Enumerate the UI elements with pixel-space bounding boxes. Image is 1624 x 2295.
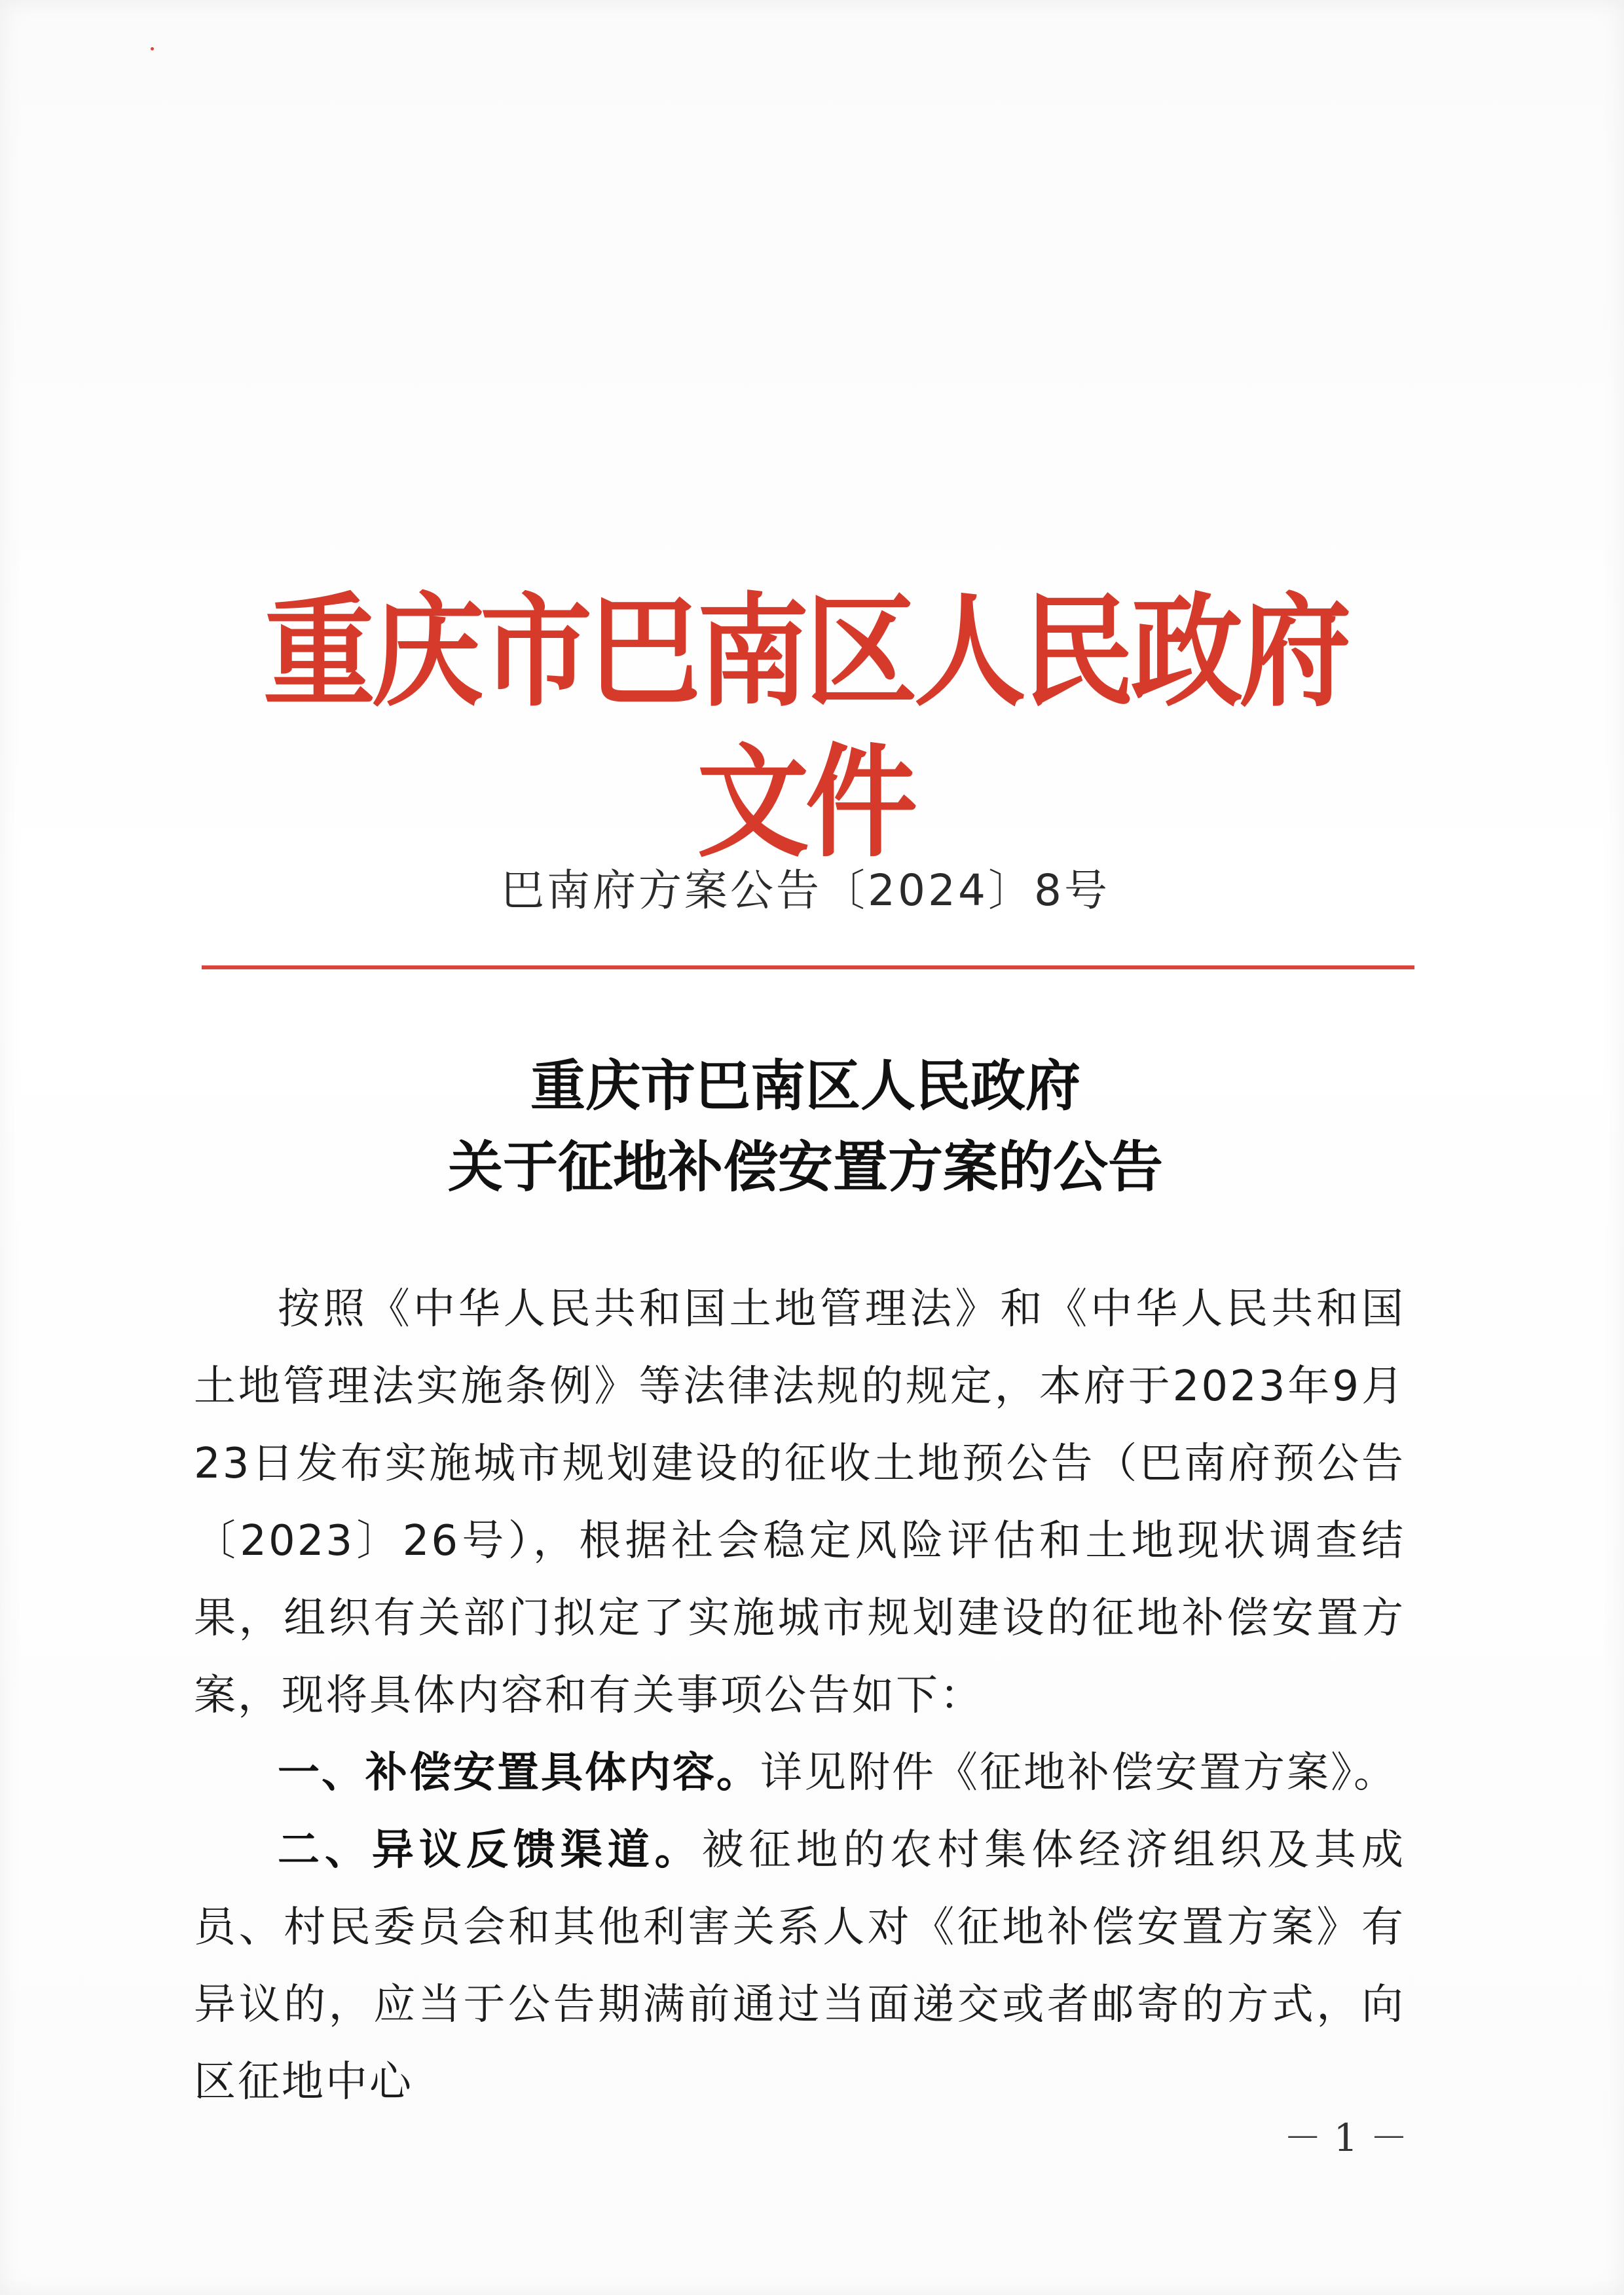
page-number: － 1 －: [1283, 2116, 1408, 2160]
section-2-text: 被征地的农村集体经济组织及其成员、村民委员会和其他利害关系人对《征地补偿安置方案》有异议的，应当于公告期满前通过当面递交或者邮寄的方式，向区征地中心: [194, 1826, 1405, 2106]
document-masthead: 重庆市巴南区人民政府文件: [263, 580, 1348, 874]
notice-body: [194, 1271, 1405, 2121]
notice-title: [196, 1045, 1414, 1208]
notice-title-line-1: 重庆市巴南区人民政府: [530, 1053, 1080, 1118]
section-2-heading: 二、异议反馈渠道。: [278, 1826, 702, 1875]
red-separator-rule: [202, 965, 1414, 969]
section-1-heading: 一、补偿安置具体内容。: [278, 1749, 760, 1797]
body-paragraph-intro: 按照《中华人民共和国土地管理法》和《中华人民共和国土地管理法实施条例》等法律法规的规定，本府于2023年9月23日发布实施城市规划建设的征收土地预公告（巴南府预公告〔2023〕26号），根据社会稳定风险评估和土地现状调查结果，组织有关部门拟定了实施城市规划建设的征地补偿安置方案，现将具体内容和有关事项公告如下：: [194, 1285, 1405, 1720]
notice-title-line-2: 关于征地补偿安置方案的公告: [447, 1134, 1163, 1199]
document-number: 巴南府方案公告〔2024〕8号: [501, 865, 1110, 916]
body-paragraph-section-1: [194, 1734, 1405, 1812]
body-paragraph-section-2: [194, 1812, 1405, 2121]
section-1-text: 详见附件《征地补偿安置方案》。: [760, 1749, 1397, 1797]
red-speck: [151, 47, 154, 50]
